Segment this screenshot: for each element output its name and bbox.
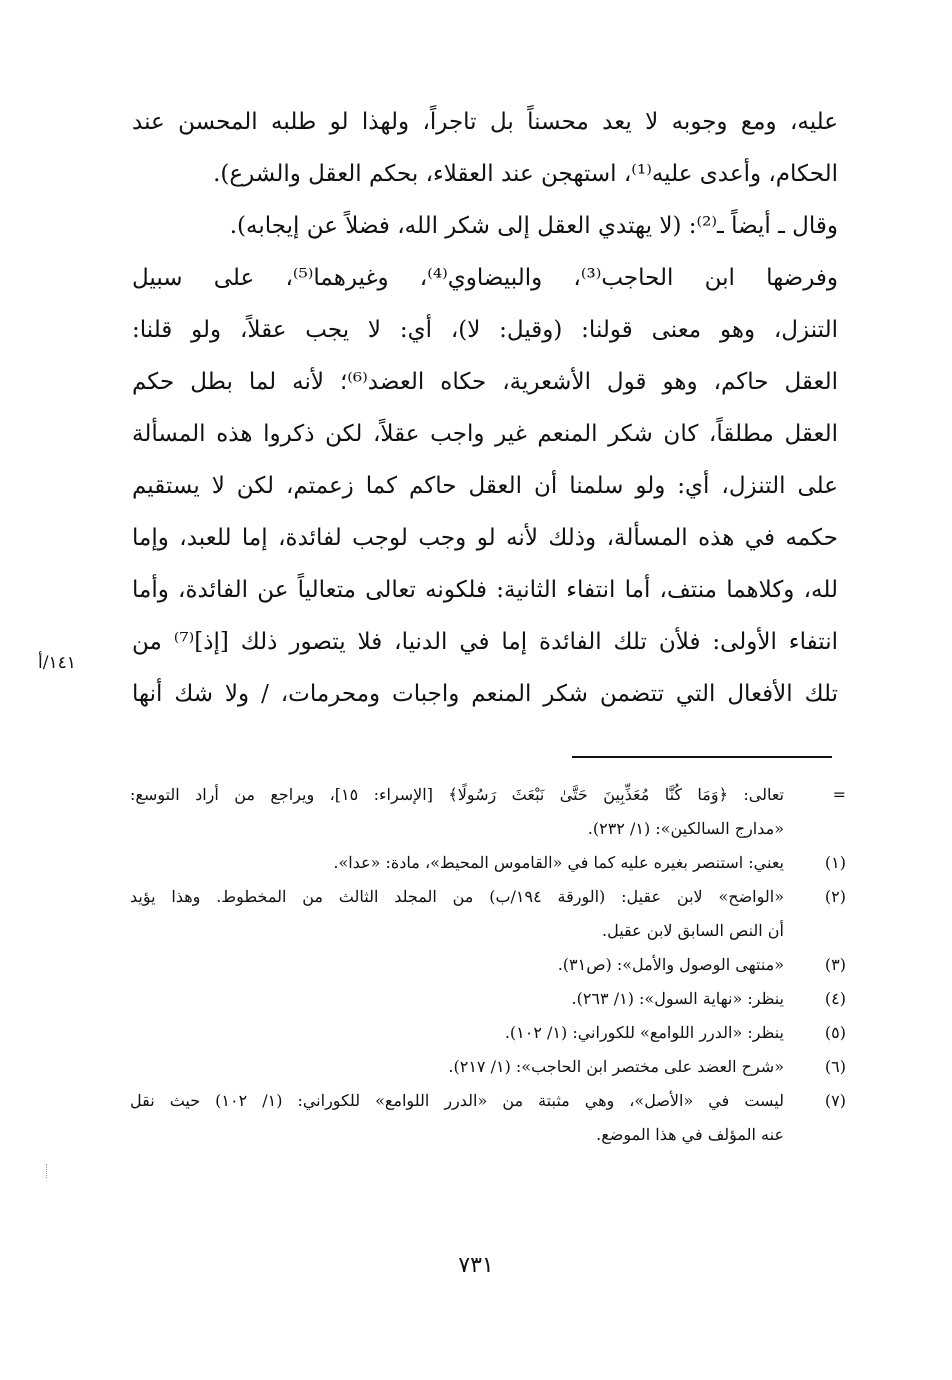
text-line: حكمه في هذه المسألة، وذلك لأنه لو وجب لوجب لفائدة، إما للعبد، وإما [132, 525, 838, 551]
footnote-line: يعني: استنصر بغيره عليه كما في «القاموس المحيط»، مادة: «عدا». [333, 853, 784, 872]
footnote-line: «الواضح» لابن عقيل: (الورقة ١٩٤/ب) من المجلد الثالث من المخطوط. وهذا يؤيد [130, 887, 784, 906]
footnotes-block [130, 778, 846, 1152]
footnote-line: أن النص السابق لابن عقيل. [602, 921, 784, 940]
text-line: العقل حاكم، وهو قول الأشعرية، حكاه العضد⁽⁶⁾؛ لأنه لما بطل حكم [132, 369, 838, 395]
footnote-marker: (١) [824, 853, 846, 872]
footnote-3 [130, 948, 846, 982]
footnote-line: «منتهى الوصول والأمل»: (ص٣١). [557, 955, 784, 974]
main-text-block [132, 96, 838, 720]
footnote-marker: (٦) [824, 1057, 846, 1076]
text-line: انتفاء الأولى: فلأن تلك الفائدة إما في الدنيا، فلا يتصور ذلك [إذ]⁽⁷⁾ من [132, 629, 838, 655]
footnote-continuation [130, 778, 846, 846]
footnote-marker: (٣) [824, 955, 846, 974]
footnote-1 [130, 846, 846, 880]
footnote-marker: (٢) [824, 887, 846, 906]
footnote-7 [130, 1084, 846, 1152]
text-line: على التنزل، أي: ولو سلمنا أن العقل حاكم كما زعمتم، لكن لا يستقيم [132, 473, 838, 499]
footnote-line: ليست في «الأصل»، وهي مثبتة من «الدرر اللوامع» للكوراني: (١/ ١٠٢) حيث نقل [130, 1091, 784, 1110]
page-number: ٧٣١ [458, 1253, 494, 1278]
footnote-marker: (٤) [824, 989, 846, 1008]
footnote-marker: = [832, 785, 846, 804]
text-line: التنزل، وهو معنى قولنا: (وقيل: لا)، أي: لا يجب عقلاً، ولو قلنا: [132, 317, 838, 343]
footnote-line: «مدارج السالكين»: (١/ ٢٣٢). [587, 819, 784, 838]
footnote-6 [130, 1050, 846, 1084]
text-line: الحكام، وأعدى عليه⁽¹⁾، استهجن عند العقلاء، بحكم العقل والشرع). [213, 161, 838, 187]
text-line: لله، وكلاهما منتف، أما انتفاء الثانية: فلكونه تعالى متعالياً عن الفائدة، وأما [132, 577, 838, 603]
footnote-5 [130, 1016, 846, 1050]
footnote-line: ينظر: «الدرر اللوامع» للكوراني: (١/ ١٠٢). [504, 1023, 784, 1042]
footnote-line: «شرح العضد على مختصر ابن الحاجب»: (١/ ٢١٧). [448, 1057, 784, 1076]
text-line: العقل مطلقاً، كان شكر المنعم غير واجب عقلاً، لكن ذكروا هذه المسألة [132, 421, 838, 447]
footnote-4 [130, 982, 846, 1016]
footnote-2 [130, 880, 846, 948]
text-line: تلك الأفعال التي تتضمن شكر المنعم واجبات ومحرمات، / ولا شك أنها [132, 681, 838, 707]
footnote-separator [572, 756, 832, 758]
footnote-line: تعالى: ﴿وَمَا كُنَّا مُعَذِّبِينَ حَتَّىٰ نَبْعَثَ رَسُولًا﴾ [الإسراء: ١٥]، ويراجع من أراد التوسع: [130, 785, 784, 804]
scan-artifact [46, 1164, 55, 1178]
footnote-line: ينظر: «نهاية السول»: (١/ ٢٦٣). [571, 989, 784, 1008]
footnote-marker: (٧) [824, 1091, 846, 1110]
manuscript-folio-note: ١٤١/أ [38, 653, 76, 673]
footnote-marker: (٥) [824, 1023, 846, 1042]
text-line: عليه، ومع وجوبه لا يعد محسناً بل تاجراً، ولهذا لو طلبه المحسن عند [132, 109, 838, 135]
text-line: وقال ـ أيضاً ـ⁽²⁾: (لا يهتدي العقل إلى شكر الله، فضلاً عن إيجابه). [229, 213, 838, 239]
footnote-line: عنه المؤلف في هذا الموضع. [596, 1125, 784, 1144]
text-line: وفرضها ابن الحاجب⁽³⁾، والبيضاوي⁽⁴⁾، وغيرهما⁽⁵⁾، على سبيل [132, 265, 838, 291]
